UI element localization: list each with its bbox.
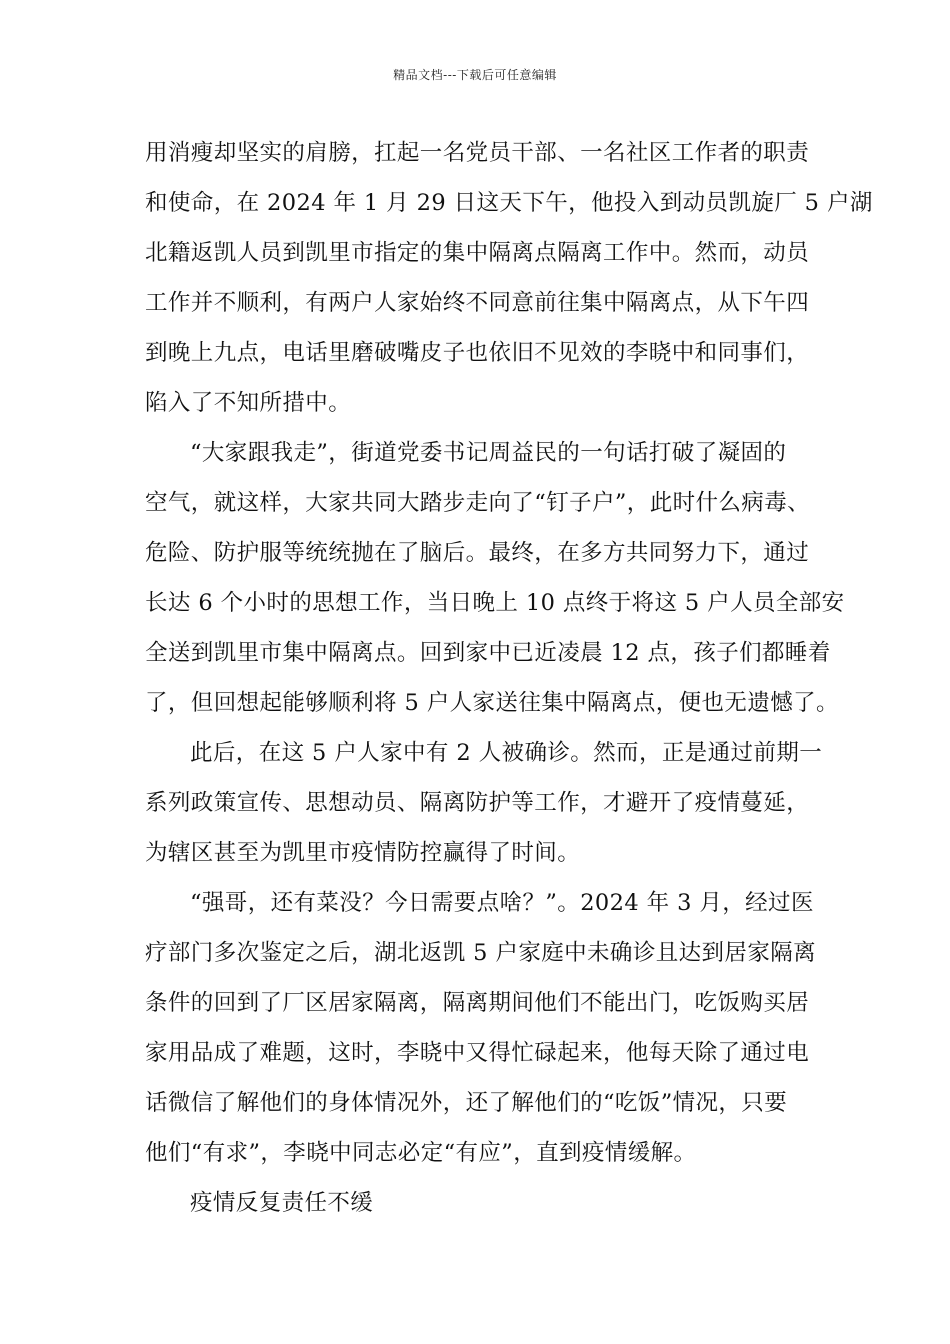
- text-line: 话微信了解他们的身体情况外，还了解他们的“吃饭”情况，只要: [145, 1090, 788, 1116]
- text-line: 条件的回到了厂区居家隔离，隔离期间他们不能出门，吃饭购买居: [145, 990, 810, 1016]
- text-line: 全送到凯里市集中隔离点。回到家中已近凌晨 12 点，孩子们都睡着: [145, 640, 831, 666]
- paragraph: [145, 1178, 825, 1228]
- section-heading: 疫情反复责任不缓: [190, 1190, 374, 1216]
- text-line: 系列政策宣传、思想动员、隔离防护等工作，才避开了疫情蔓延，: [145, 790, 810, 816]
- text-line: 此后，在这 5 户人家中有 2 人被确诊。然而，正是通过前期一: [190, 740, 823, 766]
- text-line: 了，但回想起能够顺利将 5 户人家送往集中隔离点，便也无遗憾了。: [145, 690, 839, 716]
- text-line: 空气，就这样，大家共同大踏步走向了“钉子户”，此时什么病毒、: [145, 490, 811, 516]
- text-line: 北籍返凯人员到凯里市指定的集中隔离点隔离工作中。然而，动员: [145, 240, 810, 266]
- text-line: 用消瘦却坚实的肩膀，扛起一名党员干部、一名社区工作者的职责: [145, 140, 810, 166]
- text-line: “大家跟我走”，街道党委书记周益民的一句话打破了凝固的: [190, 440, 787, 466]
- text-line: 工作并不顺利，有两户人家始终不同意前往集中隔离点，从下午四: [145, 290, 810, 316]
- text-line: 为辖区甚至为凯里市疫情防控赢得了时间。: [145, 840, 581, 866]
- paragraph: [145, 128, 873, 428]
- text-line: 家用品成了难题，这时，李晓中又得忙碌起来，他每天除了通过电: [145, 1040, 810, 1066]
- text-line: 到晚上九点，电话里磨破嘴皮子也依旧不见效的李晓中和同事们，: [145, 340, 810, 366]
- text-line: 危险、防护服等统统抛在了脑后。最终，在多方共同努力下，通过: [145, 540, 810, 566]
- page-header: 精品文档---下载后可任意编辑: [393, 68, 557, 82]
- text-line: 陷入了不知所措中。: [145, 390, 352, 416]
- paragraph: [145, 428, 845, 728]
- paragraph: [145, 728, 825, 878]
- paragraph: [145, 878, 825, 1178]
- text-line: “强哥，还有菜没？今日需要点啥？”。2024 年 3 月，经过医: [190, 890, 814, 916]
- text-line: 和使命，在 2024 年 1 月 29 日这天下午，他投入到动员凯旋厂 5 户湖: [145, 190, 873, 216]
- text-line: 疗部门多次鉴定之后，湖北返凯 5 户家庭中未确诊且达到居家隔离: [145, 940, 817, 966]
- text-line: 长达 6 个小时的思想工作，当日晚上 10 点终于将这 5 户人员全部安: [145, 590, 845, 616]
- document-body: [145, 128, 873, 1228]
- text-line: 他们“有求”，李晓中同志必定“有应”，直到疫情缓解。: [145, 1140, 697, 1166]
